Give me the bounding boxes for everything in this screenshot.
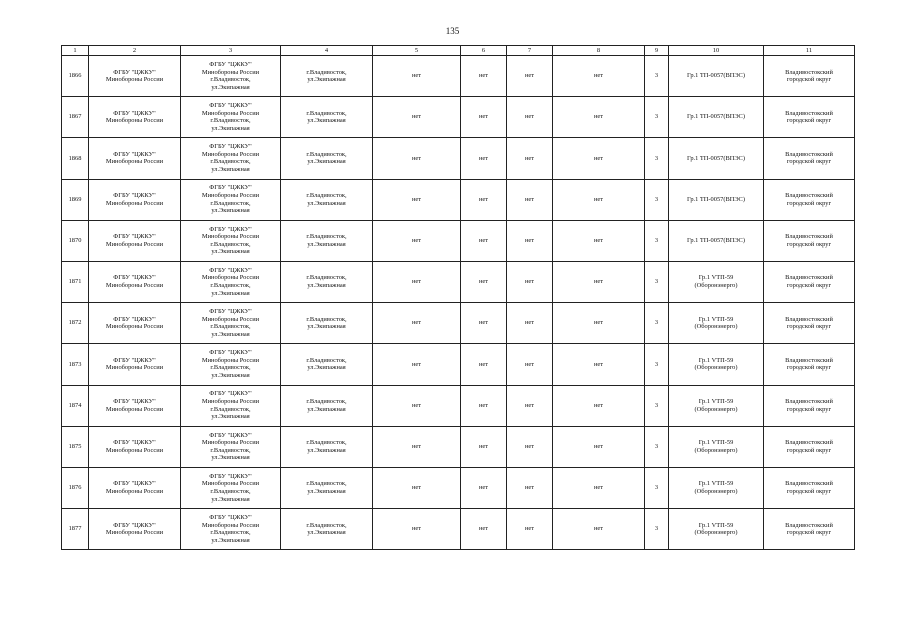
location-cell bbox=[281, 138, 373, 179]
owner-cell-line: Минобороны России bbox=[105, 282, 164, 290]
district-cell bbox=[764, 426, 855, 467]
row-number-cell: 1876 bbox=[62, 467, 89, 508]
district-cell-line: городской округ bbox=[786, 158, 832, 166]
district-cell-line: Владивостокский bbox=[785, 274, 833, 282]
power-source-cell bbox=[669, 467, 764, 508]
power-source-cell-line: Гр.1 ТП-0057(ВПЭС) bbox=[687, 154, 745, 162]
column-header: 10 bbox=[669, 46, 764, 56]
owner-cell-line: Минобороны России bbox=[105, 240, 164, 248]
col8-cell: нет bbox=[553, 344, 645, 385]
owner-cell bbox=[89, 261, 181, 302]
district-cell-line: городской округ bbox=[786, 323, 832, 331]
holder-address-cell-line: ФГБУ "ЦЖКУ" bbox=[209, 349, 252, 357]
district-cell-line: городской округ bbox=[786, 405, 832, 413]
holder-address-cell bbox=[181, 385, 281, 426]
district-cell-line: Владивостокский bbox=[785, 315, 833, 323]
col7-cell: нет bbox=[507, 56, 553, 97]
holder-address-cell bbox=[181, 426, 281, 467]
category-cell: 3 bbox=[645, 97, 669, 138]
location-cell-line: ул.Экипажная bbox=[307, 199, 346, 207]
power-source-cell bbox=[669, 385, 764, 426]
location-cell-line: г.Владивосток, bbox=[306, 150, 347, 158]
district-cell bbox=[764, 261, 855, 302]
location-cell-line: г.Владивосток, bbox=[306, 68, 347, 76]
owner-cell bbox=[89, 303, 181, 344]
owner-cell-line: ФГБУ "ЦЖКУ" bbox=[113, 356, 156, 364]
owner-cell-line: Минобороны России bbox=[105, 158, 164, 166]
table-row bbox=[62, 261, 855, 302]
district-cell-line: городской округ bbox=[786, 529, 832, 537]
location-cell bbox=[281, 261, 373, 302]
table-row bbox=[62, 138, 855, 179]
column-header: 7 bbox=[507, 46, 553, 56]
location-cell-line: ул.Экипажная bbox=[307, 446, 346, 454]
location-cell-line: ул.Экипажная bbox=[307, 405, 346, 413]
owner-cell bbox=[89, 344, 181, 385]
holder-address-cell-line: ФГБУ "ЦЖКУ" bbox=[209, 184, 252, 192]
district-cell-line: Владивостокский bbox=[785, 68, 833, 76]
location-cell bbox=[281, 56, 373, 97]
owner-cell-line: Минобороны России bbox=[105, 487, 164, 495]
district-cell bbox=[764, 138, 855, 179]
table-row bbox=[62, 385, 855, 426]
holder-address-cell bbox=[181, 467, 281, 508]
owner-cell-line: ФГБУ "ЦЖКУ" bbox=[113, 398, 156, 405]
district-cell-line: городской округ bbox=[786, 487, 832, 495]
location-cell bbox=[281, 385, 373, 426]
district-cell-line: Владивостокский bbox=[785, 521, 833, 529]
col7-cell: нет bbox=[507, 138, 553, 179]
location-cell-line: г.Владивосток, bbox=[306, 274, 347, 282]
col6-cell: нет bbox=[461, 261, 507, 302]
col6-cell: нет bbox=[461, 467, 507, 508]
col5-cell: нет bbox=[373, 220, 461, 261]
power-source-cell bbox=[669, 261, 764, 302]
col8-cell: нет bbox=[553, 303, 645, 344]
col5-cell: нет bbox=[373, 426, 461, 467]
col7-cell: нет bbox=[507, 97, 553, 138]
holder-address-cell-line: ФГБУ "ЦЖКУ" bbox=[209, 513, 252, 521]
holder-address-cell-line: ФГБУ "ЦЖКУ" bbox=[209, 472, 252, 480]
col6-cell: нет bbox=[461, 385, 507, 426]
holder-address-cell-line: Минобороны России bbox=[201, 356, 260, 364]
holder-address-cell-line: ул.Экипажная bbox=[211, 536, 250, 544]
col5-cell: нет bbox=[373, 97, 461, 138]
owner-cell-line: ФГБУ "ЦЖКУ" bbox=[113, 192, 156, 200]
holder-address-cell bbox=[181, 138, 281, 179]
owner-cell bbox=[89, 509, 181, 550]
location-cell bbox=[281, 97, 373, 138]
district-cell-line: Владивостокский bbox=[785, 192, 833, 200]
power-source-cell-line: Гр.1 VТП-59 bbox=[698, 356, 734, 364]
location-cell-line: г.Владивосток, bbox=[306, 439, 347, 447]
holder-address-cell-line: Минобороны России bbox=[201, 398, 260, 405]
power-source-cell-line: Гр.1 VТП-59 bbox=[698, 274, 734, 282]
row-number-cell: 1871 bbox=[62, 261, 89, 302]
col5-cell: нет bbox=[373, 509, 461, 550]
table-row bbox=[62, 467, 855, 508]
col7-cell: нет bbox=[507, 426, 553, 467]
page-number: 135 bbox=[445, 26, 460, 36]
district-cell-line: Владивостокский bbox=[785, 480, 833, 488]
row-number-cell: 1872 bbox=[62, 303, 89, 344]
owner-cell-line: ФГБУ "ЦЖКУ" bbox=[113, 150, 156, 158]
col5-cell: нет bbox=[373, 261, 461, 302]
location-cell bbox=[281, 179, 373, 220]
power-source-cell-line: (Оборонэнерго) bbox=[694, 487, 738, 495]
col5-cell: нет bbox=[373, 56, 461, 97]
holder-address-cell bbox=[181, 261, 281, 302]
col8-cell: нет bbox=[553, 385, 645, 426]
column-header: 11 bbox=[764, 46, 855, 56]
district-cell-line: Владивостокский bbox=[785, 150, 833, 158]
col7-cell: нет bbox=[507, 261, 553, 302]
holder-address-cell bbox=[181, 97, 281, 138]
col5-cell: нет bbox=[373, 303, 461, 344]
holder-address-cell bbox=[181, 344, 281, 385]
column-header: 6 bbox=[461, 46, 507, 56]
col7-cell: нет bbox=[507, 220, 553, 261]
district-cell bbox=[764, 56, 855, 97]
table-row bbox=[62, 509, 855, 550]
holder-address-cell-line: ул.Экипажная bbox=[211, 124, 250, 132]
row-number-cell: 1874 bbox=[62, 385, 89, 426]
holder-address-cell-line: ул.Экипажная bbox=[211, 330, 250, 338]
owner-cell-line: ФГБУ "ЦЖКУ" bbox=[113, 109, 156, 117]
col8-cell: нет bbox=[553, 261, 645, 302]
owner-cell-line: ФГБУ "ЦЖКУ" bbox=[113, 233, 156, 241]
owner-cell-line: Минобороны России bbox=[105, 405, 164, 413]
holder-address-cell-line: ФГБУ "ЦЖКУ" bbox=[209, 308, 252, 316]
holder-address-cell-line: Минобороны России bbox=[201, 68, 260, 76]
col7-cell: нет bbox=[507, 509, 553, 550]
row-number-cell: 1867 bbox=[62, 97, 89, 138]
holder-address-cell bbox=[181, 179, 281, 220]
holder-address-cell-line: г.Владивосток, bbox=[210, 240, 251, 248]
location-cell bbox=[281, 344, 373, 385]
row-number-cell: 1873 bbox=[62, 344, 89, 385]
district-cell-line: Владивостокский bbox=[785, 109, 833, 117]
location-cell-line: г.Владивосток, bbox=[306, 521, 347, 529]
power-source-cell-line: (Оборонэнерго) bbox=[694, 405, 738, 413]
location-cell-line: ул.Экипажная bbox=[307, 282, 346, 290]
location-cell-line: ул.Экипажная bbox=[307, 529, 346, 537]
location-cell-line: г.Владивосток, bbox=[306, 233, 347, 241]
holder-address-cell-line: Минобороны России bbox=[201, 274, 260, 282]
holder-address-cell-line: г.Владивосток, bbox=[210, 282, 251, 290]
owner-cell-line: Минобороны России bbox=[105, 117, 164, 125]
holder-address-cell-line: ул.Экипажная bbox=[211, 83, 250, 91]
table-row bbox=[62, 344, 855, 385]
holder-address-cell-line: ул.Экипажная bbox=[211, 248, 250, 256]
district-cell bbox=[764, 220, 855, 261]
col7-cell: нет bbox=[507, 303, 553, 344]
holder-address-cell-line: Минобороны России bbox=[201, 233, 260, 241]
column-header: 2 bbox=[89, 46, 181, 56]
power-source-cell bbox=[669, 303, 764, 344]
col5-cell: нет bbox=[373, 344, 461, 385]
owner-cell-line: Минобороны России bbox=[105, 323, 164, 331]
col8-cell: нет bbox=[553, 138, 645, 179]
holder-address-cell-line: ФГБУ "ЦЖКУ" bbox=[209, 225, 252, 233]
holder-address-cell bbox=[181, 509, 281, 550]
col8-cell: нет bbox=[553, 179, 645, 220]
power-source-cell-line: (Оборонэнерго) bbox=[694, 323, 738, 331]
district-cell bbox=[764, 97, 855, 138]
col6-cell: нет bbox=[461, 344, 507, 385]
holder-address-cell-line: г.Владивосток, bbox=[210, 117, 251, 125]
holder-address-cell-line: ул.Экипажная bbox=[211, 454, 250, 462]
district-cell-line: городской округ bbox=[786, 446, 832, 454]
category-cell: 3 bbox=[645, 303, 669, 344]
district-cell-line: городской округ bbox=[786, 282, 832, 290]
power-source-cell-line: Гр.1 VТП-59 bbox=[698, 439, 734, 447]
owner-cell bbox=[89, 385, 181, 426]
holder-address-cell-line: ФГБУ "ЦЖКУ" bbox=[209, 266, 252, 274]
power-source-cell bbox=[669, 56, 764, 97]
row-number-cell: 1877 bbox=[62, 509, 89, 550]
col8-cell: нет bbox=[553, 220, 645, 261]
power-source-cell bbox=[669, 220, 764, 261]
holder-address-cell-line: ул.Экипажная bbox=[211, 495, 250, 503]
owner-cell-line: ФГБУ "ЦЖКУ" bbox=[113, 480, 156, 488]
col6-cell: нет bbox=[461, 426, 507, 467]
holder-address-cell-line: г.Владивосток, bbox=[210, 446, 251, 454]
holder-address-cell-line: Минобороны России bbox=[201, 315, 260, 323]
col7-cell: нет bbox=[507, 344, 553, 385]
table-row bbox=[62, 97, 855, 138]
holder-address-cell-line: г.Владивосток, bbox=[210, 199, 251, 207]
owner-cell-line: ФГБУ "ЦЖКУ" bbox=[113, 439, 156, 447]
district-cell bbox=[764, 303, 855, 344]
col7-cell: нет bbox=[507, 179, 553, 220]
location-cell bbox=[281, 303, 373, 344]
owner-cell-line: Минобороны России bbox=[105, 199, 164, 207]
power-source-cell bbox=[669, 426, 764, 467]
holder-address-cell-line: г.Владивосток, bbox=[210, 323, 251, 331]
col8-cell: нет bbox=[553, 56, 645, 97]
district-cell-line: Владивостокский bbox=[785, 439, 833, 447]
col6-cell: нет bbox=[461, 179, 507, 220]
col7-cell: нет bbox=[507, 467, 553, 508]
category-cell: 3 bbox=[645, 179, 669, 220]
col8-cell: нет bbox=[553, 97, 645, 138]
location-cell bbox=[281, 509, 373, 550]
registry-table bbox=[61, 45, 855, 550]
location-cell-line: г.Владивосток, bbox=[306, 315, 347, 323]
holder-address-cell-line: ул.Экипажная bbox=[211, 289, 250, 297]
row-number-cell: 1866 bbox=[62, 56, 89, 97]
column-header: 8 bbox=[553, 46, 645, 56]
category-cell: 3 bbox=[645, 467, 669, 508]
holder-address-cell-line: ул.Экипажная bbox=[211, 166, 250, 174]
row-number-cell: 1875 bbox=[62, 426, 89, 467]
category-cell: 3 bbox=[645, 138, 669, 179]
power-source-cell-line: Гр.1 VТП-59 bbox=[698, 398, 734, 405]
holder-address-cell bbox=[181, 220, 281, 261]
power-source-cell-line: (Оборонэнерго) bbox=[694, 446, 738, 454]
power-source-cell-line: Гр.1 VТП-59 bbox=[698, 315, 734, 323]
row-number-cell: 1868 bbox=[62, 138, 89, 179]
location-cell-line: г.Владивосток, bbox=[306, 192, 347, 200]
district-cell-line: Владивостокский bbox=[785, 398, 833, 405]
power-source-cell bbox=[669, 179, 764, 220]
holder-address-cell-line: Минобороны России bbox=[201, 150, 260, 158]
col5-cell: нет bbox=[373, 467, 461, 508]
power-source-cell-line: Гр.1 ТП-0057(ВПЭС) bbox=[687, 113, 745, 121]
location-cell-line: г.Владивосток, bbox=[306, 109, 347, 117]
holder-address-cell-line: ФГБУ "ЦЖКУ" bbox=[209, 102, 252, 110]
location-cell-line: г.Владивосток, bbox=[306, 398, 347, 405]
column-header: 1 bbox=[62, 46, 89, 56]
location-cell bbox=[281, 467, 373, 508]
location-cell-line: ул.Экипажная bbox=[307, 364, 346, 372]
category-cell: 3 bbox=[645, 220, 669, 261]
holder-address-cell-line: Минобороны России bbox=[201, 192, 260, 200]
table-row bbox=[62, 220, 855, 261]
power-source-cell bbox=[669, 97, 764, 138]
category-cell: 3 bbox=[645, 385, 669, 426]
col6-cell: нет bbox=[461, 509, 507, 550]
district-cell bbox=[764, 385, 855, 426]
district-cell-line: городской округ bbox=[786, 117, 832, 125]
location-cell bbox=[281, 426, 373, 467]
owner-cell bbox=[89, 467, 181, 508]
district-cell bbox=[764, 509, 855, 550]
location-cell-line: ул.Экипажная bbox=[307, 76, 346, 84]
owner-cell-line: ФГБУ "ЦЖКУ" bbox=[113, 315, 156, 323]
power-source-cell-line: Гр.1 VТП-59 bbox=[698, 480, 734, 488]
location-cell-line: ул.Экипажная bbox=[307, 487, 346, 495]
category-cell: 3 bbox=[645, 509, 669, 550]
category-cell: 3 bbox=[645, 261, 669, 302]
holder-address-cell-line: ФГБУ "ЦЖКУ" bbox=[209, 431, 252, 439]
holder-address-cell-line: г.Владивосток, bbox=[210, 405, 251, 413]
owner-cell bbox=[89, 220, 181, 261]
owner-cell-line: ФГБУ "ЦЖКУ" bbox=[113, 68, 156, 76]
holder-address-cell-line: Минобороны России bbox=[201, 439, 260, 447]
row-number-cell: 1869 bbox=[62, 179, 89, 220]
holder-address-cell-line: ФГБУ "ЦЖКУ" bbox=[209, 390, 252, 398]
col8-cell: нет bbox=[553, 426, 645, 467]
col5-cell: нет bbox=[373, 385, 461, 426]
power-source-cell-line: Гр.1 ТП-0057(ВПЭС) bbox=[687, 237, 745, 245]
col6-cell: нет bbox=[461, 220, 507, 261]
district-cell-line: городской округ bbox=[786, 364, 832, 372]
col5-cell: нет bbox=[373, 138, 461, 179]
holder-address-cell-line: ФГБУ "ЦЖКУ" bbox=[209, 60, 252, 68]
holder-address-cell-line: ул.Экипажная bbox=[211, 413, 250, 421]
column-header: 4 bbox=[281, 46, 373, 56]
district-cell bbox=[764, 344, 855, 385]
col7-cell: нет bbox=[507, 385, 553, 426]
holder-address-cell-line: Минобороны России bbox=[201, 109, 260, 117]
holder-address-cell-line: ул.Экипажная bbox=[211, 372, 250, 379]
location-cell bbox=[281, 220, 373, 261]
category-cell: 3 bbox=[645, 56, 669, 97]
col5-cell: нет bbox=[373, 179, 461, 220]
owner-cell bbox=[89, 56, 181, 97]
holder-address-cell-line: г.Владивосток, bbox=[210, 76, 251, 84]
location-cell-line: ул.Экипажная bbox=[307, 323, 346, 331]
column-header: 5 bbox=[373, 46, 461, 56]
location-cell-line: ул.Экипажная bbox=[307, 240, 346, 248]
table-row bbox=[62, 303, 855, 344]
col8-cell: нет bbox=[553, 509, 645, 550]
location-cell-line: г.Владивосток, bbox=[306, 356, 347, 364]
district-cell-line: городской округ bbox=[786, 240, 832, 248]
holder-address-cell-line: Минобороны России bbox=[201, 480, 260, 488]
power-source-cell-line: (Оборонэнерго) bbox=[694, 364, 738, 372]
owner-cell bbox=[89, 97, 181, 138]
table-row bbox=[62, 179, 855, 220]
owner-cell-line: ФГБУ "ЦЖКУ" bbox=[113, 521, 156, 529]
owner-cell-line: ФГБУ "ЦЖКУ" bbox=[113, 274, 156, 282]
power-source-cell bbox=[669, 509, 764, 550]
holder-address-cell bbox=[181, 56, 281, 97]
owner-cell-line: Минобороны России bbox=[105, 446, 164, 454]
power-source-cell-line: (Оборонэнерго) bbox=[694, 529, 738, 537]
holder-address-cell-line: ФГБУ "ЦЖКУ" bbox=[209, 143, 252, 151]
owner-cell bbox=[89, 426, 181, 467]
district-cell-line: городской округ bbox=[786, 199, 832, 207]
district-cell bbox=[764, 467, 855, 508]
location-cell-line: ул.Экипажная bbox=[307, 117, 346, 125]
table-body bbox=[62, 56, 855, 550]
owner-cell bbox=[89, 179, 181, 220]
location-cell-line: г.Владивосток, bbox=[306, 480, 347, 488]
holder-address-cell bbox=[181, 303, 281, 344]
column-header: 3 bbox=[181, 46, 281, 56]
table-header-row bbox=[62, 46, 855, 56]
district-cell-line: городской округ bbox=[786, 76, 832, 84]
district-cell bbox=[764, 179, 855, 220]
owner-cell-line: Минобороны России bbox=[105, 364, 164, 372]
power-source-cell-line: (Оборонэнерго) bbox=[694, 282, 738, 290]
district-cell-line: Владивостокский bbox=[785, 233, 833, 241]
category-cell: 3 bbox=[645, 344, 669, 385]
holder-address-cell-line: г.Владивосток, bbox=[210, 487, 251, 495]
holder-address-cell-line: г.Владивосток, bbox=[210, 364, 251, 372]
table-row bbox=[62, 56, 855, 97]
col6-cell: нет bbox=[461, 97, 507, 138]
owner-cell-line: Минобороны России bbox=[105, 76, 164, 84]
col6-cell: нет bbox=[461, 303, 507, 344]
district-cell-line: Владивостокский bbox=[785, 356, 833, 364]
owner-cell bbox=[89, 138, 181, 179]
holder-address-cell-line: г.Владивосток, bbox=[210, 158, 251, 166]
col6-cell: нет bbox=[461, 56, 507, 97]
row-number-cell: 1870 bbox=[62, 220, 89, 261]
column-header: 9 bbox=[645, 46, 669, 56]
col8-cell: нет bbox=[553, 467, 645, 508]
table-row bbox=[62, 426, 855, 467]
holder-address-cell-line: ул.Экипажная bbox=[211, 207, 250, 215]
location-cell-line: ул.Экипажная bbox=[307, 158, 346, 166]
category-cell: 3 bbox=[645, 426, 669, 467]
holder-address-cell-line: г.Владивосток, bbox=[210, 529, 251, 537]
power-source-cell-line: Гр.1 ТП-0057(ВПЭС) bbox=[687, 195, 745, 203]
power-source-cell-line: Гр.1 ТП-0057(ВПЭС) bbox=[687, 72, 745, 80]
power-source-cell bbox=[669, 138, 764, 179]
power-source-cell-line: Гр.1 VТП-59 bbox=[698, 521, 734, 529]
owner-cell-line: Минобороны России bbox=[105, 529, 164, 537]
col6-cell: нет bbox=[461, 138, 507, 179]
power-source-cell bbox=[669, 344, 764, 385]
holder-address-cell-line: Минобороны России bbox=[201, 521, 260, 529]
